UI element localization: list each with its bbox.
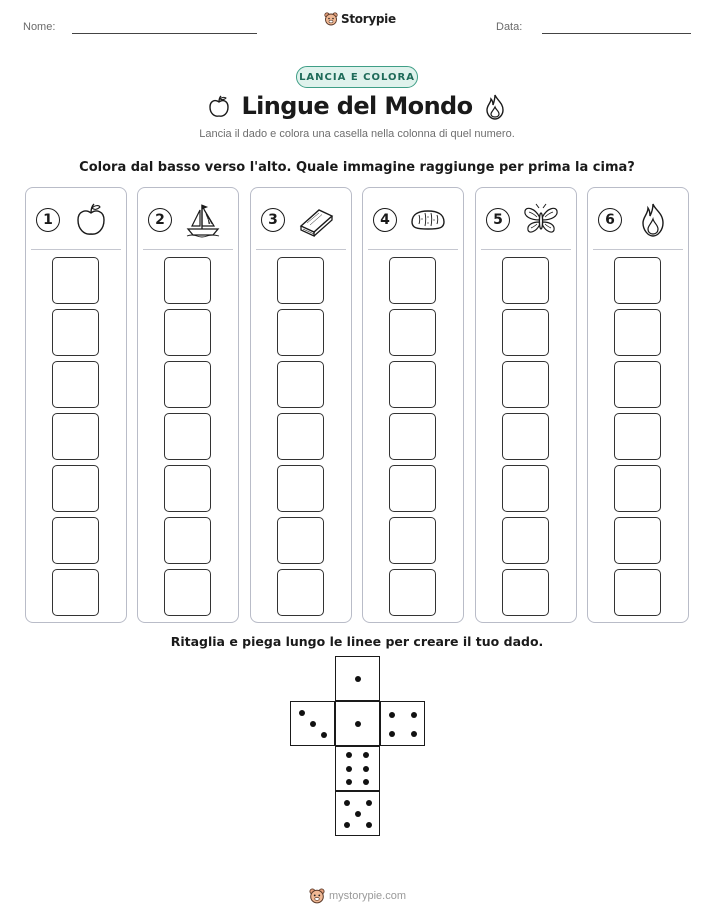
die-pip: [366, 822, 372, 828]
color-box[interactable]: [277, 361, 324, 408]
date-label: Data:: [496, 21, 523, 33]
name-line[interactable]: [72, 33, 257, 34]
bear-icon: [309, 888, 325, 904]
color-box[interactable]: [389, 361, 436, 408]
color-box[interactable]: [389, 517, 436, 564]
flame-icon: [634, 202, 672, 238]
die-pip: [299, 710, 305, 716]
color-box[interactable]: [502, 465, 549, 512]
die-pip: [346, 752, 352, 758]
footer-url[interactable]: mystorypie.com: [329, 890, 407, 902]
die-face-3: [290, 701, 335, 746]
die-pip: [344, 800, 350, 806]
die-pip: [411, 712, 417, 718]
die-pip: [344, 822, 350, 828]
page-title: Lingue del Mondo: [241, 92, 473, 120]
color-box[interactable]: [52, 309, 99, 356]
color-box[interactable]: [614, 517, 661, 564]
column-header: [486, 202, 568, 238]
bear-icon: [324, 12, 338, 26]
color-box[interactable]: [614, 413, 661, 460]
sailboat-icon: [184, 202, 222, 238]
color-box[interactable]: [502, 517, 549, 564]
column-divider: [143, 249, 233, 250]
bread-icon: [409, 202, 447, 238]
die-pip: [355, 676, 361, 682]
die-pip: [355, 721, 361, 727]
color-box[interactable]: [502, 361, 549, 408]
column-3: [250, 187, 352, 623]
column-header: [36, 202, 118, 238]
column-number: 3: [261, 208, 285, 232]
column-1: [25, 187, 127, 623]
instruction-bottom: Ritaglia e piega lungo le linee per creare il tuo dado.: [170, 634, 544, 649]
brand-logo: [324, 12, 396, 26]
color-box[interactable]: [502, 569, 549, 616]
column-header: [261, 202, 343, 238]
color-box[interactable]: [52, 465, 99, 512]
color-box[interactable]: [277, 309, 324, 356]
flame-icon: [482, 93, 508, 121]
color-box[interactable]: [389, 257, 436, 304]
color-box[interactable]: [614, 361, 661, 408]
color-box[interactable]: [164, 309, 211, 356]
die-face-6: [335, 746, 380, 791]
color-box[interactable]: [52, 517, 99, 564]
apple-icon: [72, 202, 110, 238]
color-box[interactable]: [164, 569, 211, 616]
column-number: 5: [486, 208, 510, 232]
activity-badge: LANCIA E COLORA: [296, 66, 418, 88]
color-box[interactable]: [164, 361, 211, 408]
column-divider: [368, 249, 458, 250]
color-box[interactable]: [502, 309, 549, 356]
color-box[interactable]: [277, 465, 324, 512]
die-pip: [411, 731, 417, 737]
die-pip: [310, 721, 316, 727]
color-box[interactable]: [389, 413, 436, 460]
color-box[interactable]: [277, 413, 324, 460]
date-line[interactable]: [542, 33, 691, 34]
die-pip: [363, 779, 369, 785]
column-divider: [256, 249, 346, 250]
die-pip: [389, 712, 395, 718]
color-box[interactable]: [389, 569, 436, 616]
die-pip: [389, 731, 395, 737]
color-box[interactable]: [502, 257, 549, 304]
color-box[interactable]: [164, 413, 211, 460]
die-pip: [363, 766, 369, 772]
color-box[interactable]: [164, 257, 211, 304]
die-pip: [366, 800, 372, 806]
column-divider: [593, 249, 683, 250]
column-number: 6: [598, 208, 622, 232]
color-box[interactable]: [164, 517, 211, 564]
brand-name: Storypie: [341, 12, 396, 26]
color-box[interactable]: [52, 361, 99, 408]
color-box[interactable]: [277, 569, 324, 616]
die-face-4: [380, 701, 425, 746]
column-2: [137, 187, 239, 623]
die-pip: [346, 766, 352, 772]
color-box[interactable]: [277, 517, 324, 564]
column-header: [598, 202, 680, 238]
column-6: [587, 187, 689, 623]
color-box[interactable]: [614, 465, 661, 512]
footer: [309, 888, 406, 904]
column-5: [475, 187, 577, 623]
column-divider: [31, 249, 121, 250]
die-pip: [355, 811, 361, 817]
color-box[interactable]: [52, 257, 99, 304]
color-box[interactable]: [277, 257, 324, 304]
die-pip: [346, 779, 352, 785]
color-box[interactable]: [502, 413, 549, 460]
color-box[interactable]: [52, 413, 99, 460]
color-box[interactable]: [164, 465, 211, 512]
book-icon: [297, 202, 335, 238]
butterfly-icon: [522, 202, 560, 238]
column-4: [362, 187, 464, 623]
color-box[interactable]: [389, 465, 436, 512]
die-face-1: [335, 701, 380, 746]
instruction-top: Colora dal basso verso l'alto. Quale immagine raggiunge per prima la cima?: [79, 160, 635, 175]
column-divider: [481, 249, 571, 250]
die-face-1: [335, 656, 380, 701]
die-face-5: [335, 791, 380, 836]
color-box[interactable]: [52, 569, 99, 616]
die-pip: [321, 732, 327, 738]
column-number: 2: [148, 208, 172, 232]
color-box[interactable]: [614, 309, 661, 356]
subtitle: Lancia il dado e colora una casella nella colonna di quel numero.: [199, 128, 515, 140]
die-pip: [363, 752, 369, 758]
color-box[interactable]: [614, 569, 661, 616]
column-number: 4: [373, 208, 397, 232]
color-box[interactable]: [614, 257, 661, 304]
color-box[interactable]: [389, 309, 436, 356]
column-header: [373, 202, 455, 238]
column-header: [148, 202, 230, 238]
column-number: 1: [36, 208, 60, 232]
name-label: Nome:: [23, 21, 56, 33]
